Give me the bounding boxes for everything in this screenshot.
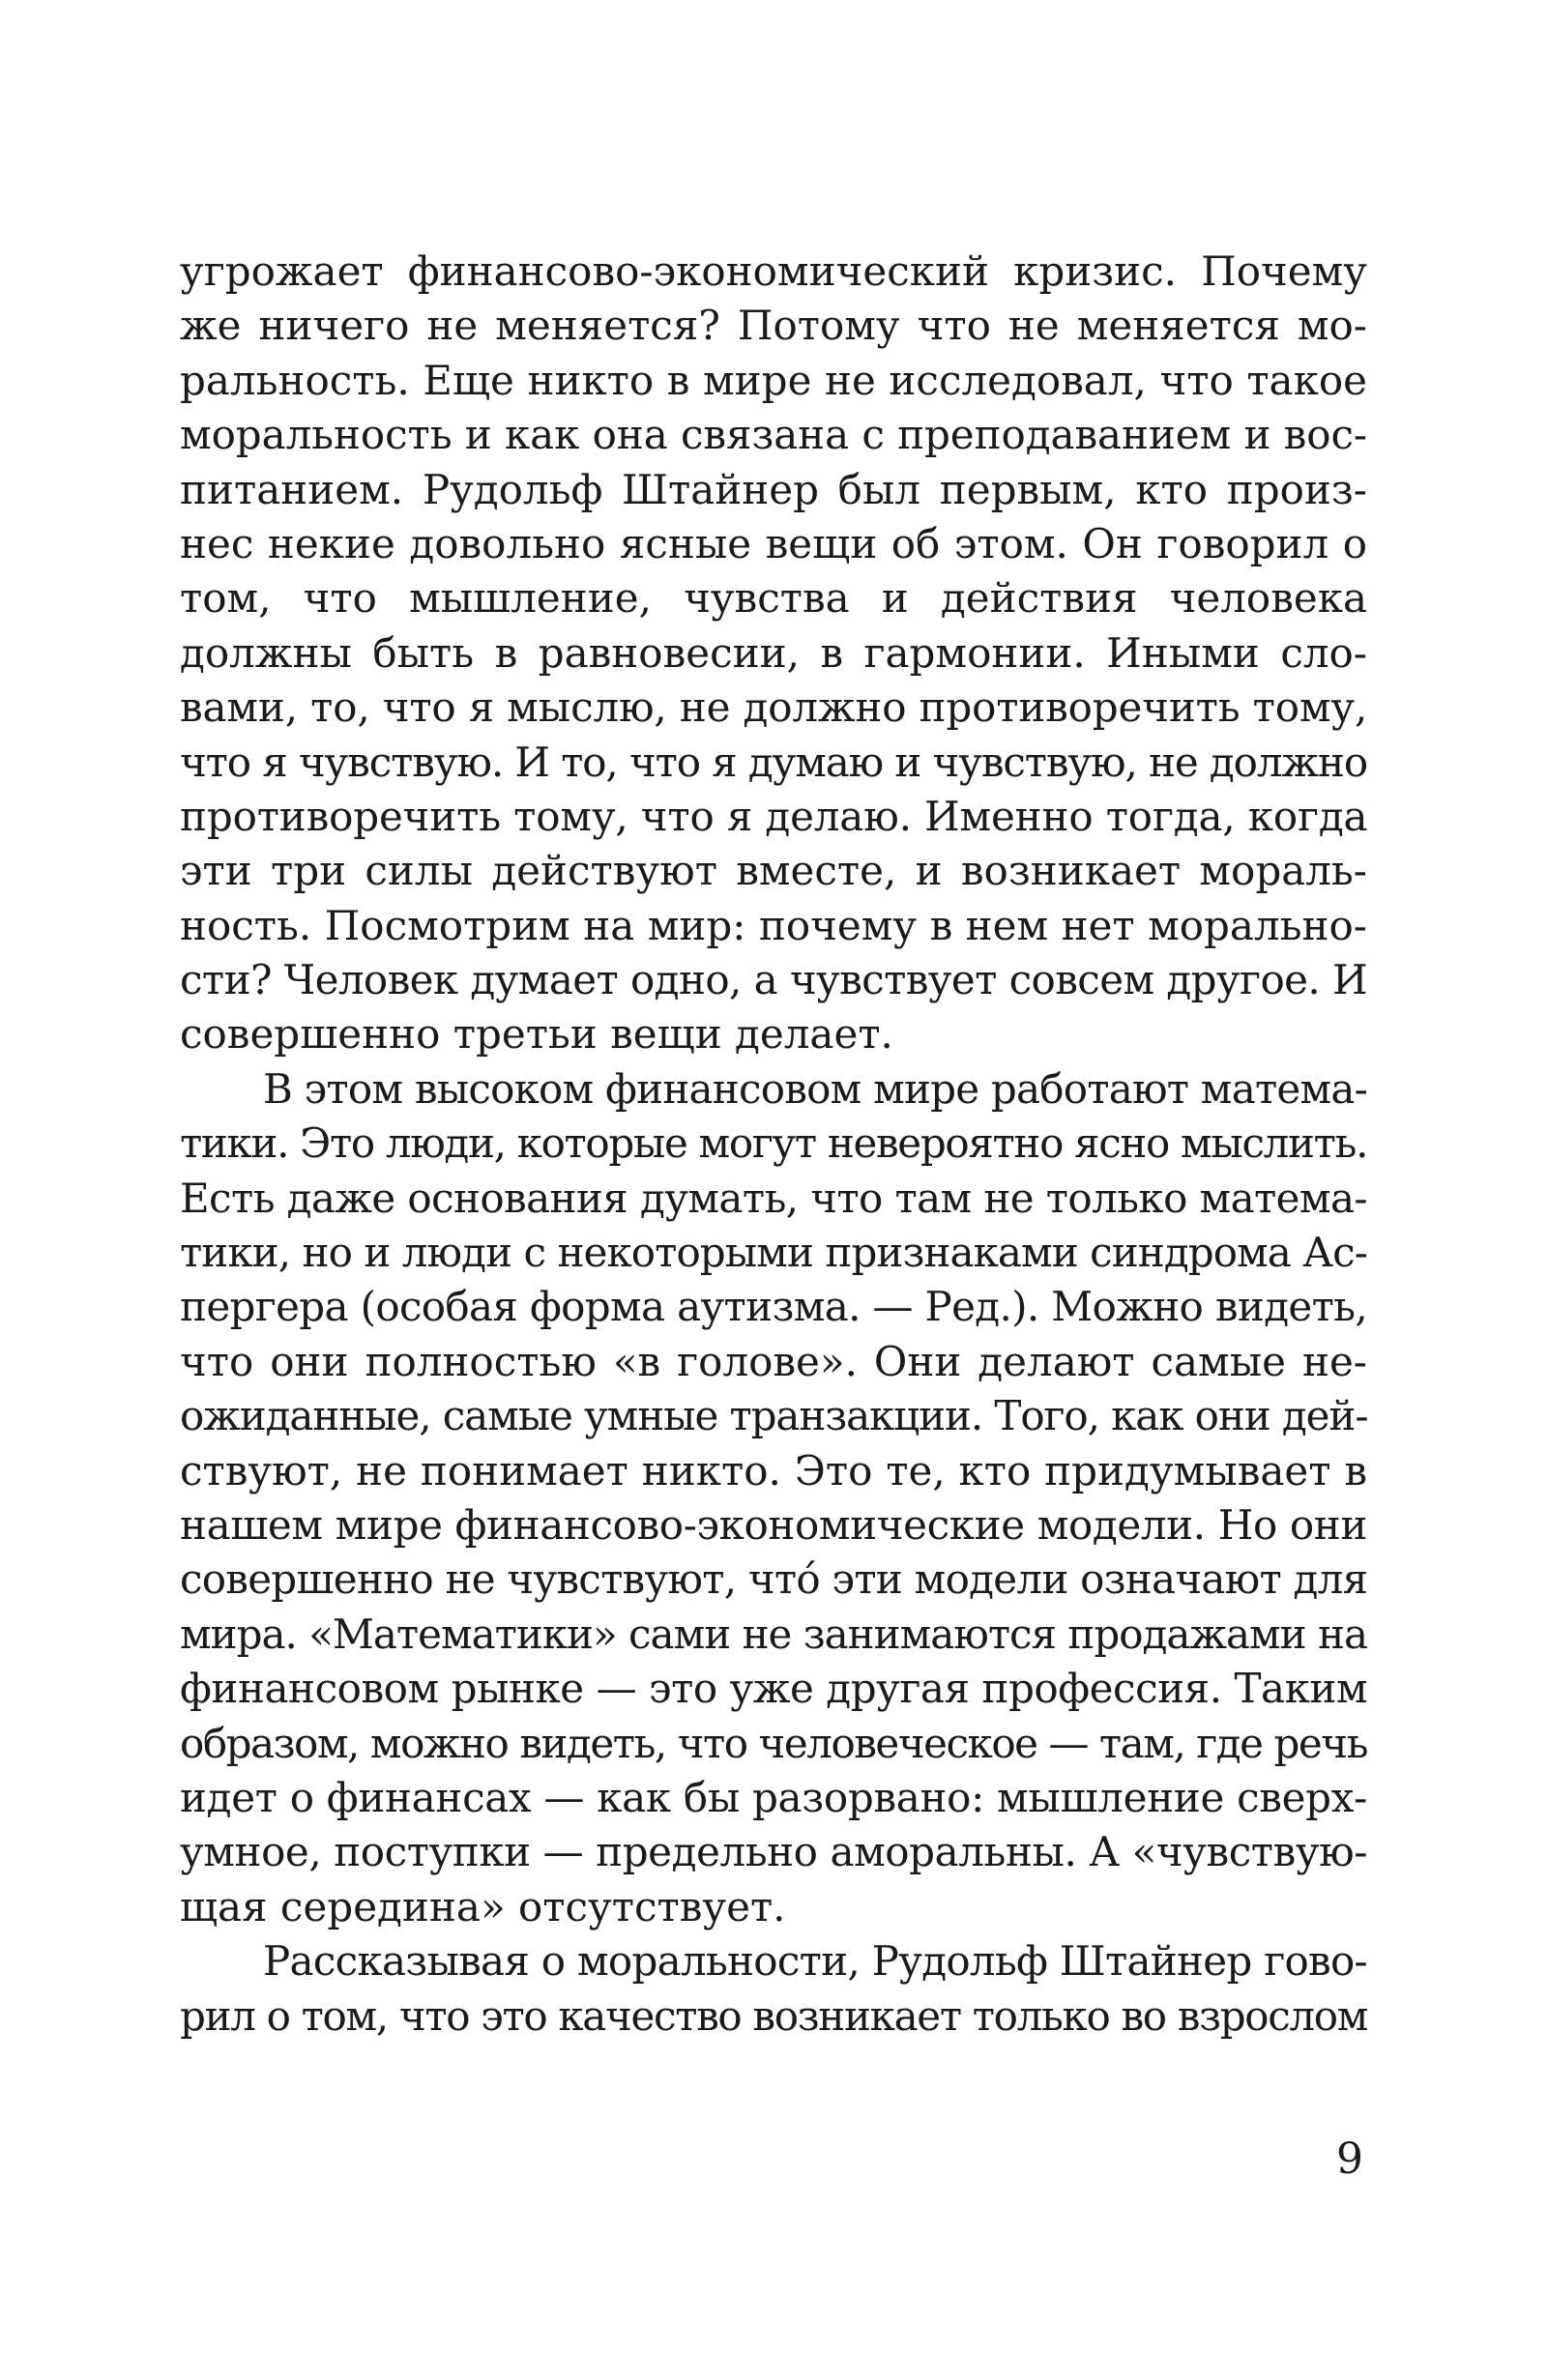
text-line: тики. Это люди, которые могут невероятно ясно мыслить.	[180, 1119, 1368, 1168]
text-line: что я чувствую. И то, что я думаю и чувствую, не должно	[180, 738, 1367, 786]
text-line: том, что мышление, чувства и действия человека	[180, 574, 1367, 623]
text-line: финансовом рынке — это уже другая профессия. Таким	[180, 1665, 1368, 1713]
text-line: ожиданные, самые умные транзакции. Того, как они дей-	[180, 1392, 1368, 1440]
text-line: должны быть в равновесии, в гармонии. Иными сло-	[180, 628, 1367, 677]
text-line: совершенно не чувствуют, чтó эти модели означают для	[180, 1555, 1368, 1604]
text-line: сти? Человек думает одно, а чувствует совсем другое. И	[180, 956, 1367, 1004]
text-line: совершенно третьи вещи делает.	[180, 1010, 893, 1059]
text-line: Рассказывая о моральности, Рудольф Штайнер гово-	[263, 1937, 1367, 1986]
text-line: вами, то, что я мыслю, не должно противоречить тому,	[180, 683, 1368, 732]
text-line: противоречить тому, что я делаю. Именно тогда, когда	[180, 792, 1368, 840]
text-line: образом, можно видеть, что человеческое — там, где речь	[180, 1719, 1367, 1767]
text-line: ральность. Еще никто в мире не исследовал, что такое	[180, 356, 1367, 404]
text-line: идет о финансах — как бы разорвано: мышление сверх-	[180, 1773, 1367, 1821]
text-line: эти три силы действуют вместе, и возникает мораль-	[180, 847, 1367, 895]
text-line: ствуют, не понимает никто. Это те, кто придумывает в	[180, 1446, 1367, 1495]
page-number: 9	[1336, 2134, 1363, 2184]
text-line: нашем мире финансово-экономические модели. Но они	[180, 1500, 1367, 1549]
text-line: пергера (особая форма аутизма. — Ред.). Можно видеть,	[180, 1283, 1368, 1331]
text-line: щая середина» отсутствует.	[180, 1882, 786, 1930]
text-line: питанием. Рудольф Штайнер был первым, кто произ-	[180, 465, 1367, 513]
text-line: что они полностью «в голове». Они делают самые не-	[180, 1337, 1367, 1385]
text-line: мира. «Математики» сами не занимаются продажами на	[180, 1610, 1367, 1658]
text-line: умное, поступки — предельно аморальны. А «чувствую-	[180, 1828, 1367, 1876]
text-line: моральность и как она связана с преподаванием и вос-	[180, 411, 1367, 459]
text-line: угрожает финансово-экономический кризис. Почему	[180, 247, 1367, 295]
text-line: тики, но и люди с некоторыми признаками синдрома Ас-	[180, 1229, 1367, 1277]
text-line: нес некие довольно ясные вещи об этом. Он говорил о	[180, 519, 1367, 567]
text-line: же ничего не меняется? Потому что не меняется мо-	[180, 302, 1367, 350]
text-line: рил о том, что это качество возникает только во взрослом	[180, 1991, 1368, 2040]
body-text	[180, 245, 1367, 2044]
text-line: Есть даже основания думать, что там не только матема-	[180, 1174, 1367, 1222]
text-line: ность. Посмотрим на мир: почему в нем нет морально-	[180, 901, 1367, 949]
text-line: В этом высоком финансовом мире работают матема-	[263, 1064, 1367, 1113]
